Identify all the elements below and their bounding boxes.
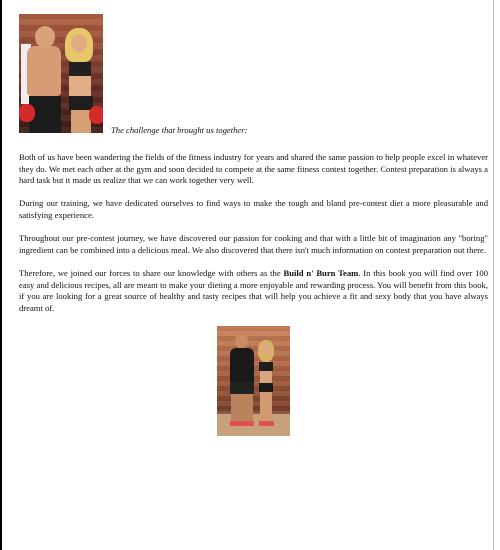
paragraph-1: Both of us have been wandering the fields of the fitness industry for years and shared the same passion to help people excel in whatever they do. We met each other at the gym and soon decided to compete at the same fitness contest together. Contest preparation is always a hard task but it made us realize that we can work together very well. bbox=[19, 152, 488, 186]
body-text bbox=[19, 152, 488, 314]
page-left-border bbox=[0, 0, 2, 550]
team-name: Build n' Burn Team bbox=[283, 267, 359, 278]
couple-gym-photo bbox=[217, 326, 290, 436]
document-page bbox=[19, 14, 488, 438]
footer-image-row bbox=[19, 326, 488, 438]
couple-boxing-photo bbox=[19, 14, 103, 133]
paragraph-4: Therefore, we joined our forces to share our knowledge with others as the Build n' Burn Team. In this book you will find over 100 easy and delicious recipes, all are meant to make your dieting a more enjoyable and rewarding process. You will benefit from this book, if you are looking for a great source of healthy and tasty recipes that will help you achieve a fit and sexy body that you have always dreamt of. bbox=[19, 267, 488, 313]
image-caption: The challenge that brought us together: bbox=[111, 125, 248, 135]
paragraph-3: Throughout our pre-contest journey, we have discovered our passion for cooking and that with a little bit of imagination any "boring" ingredient can be combined into a delicious meal. We also discovered that there isn't much information on contest preparation out there. bbox=[19, 233, 488, 255]
page-right-border bbox=[493, 0, 494, 550]
boxing-glove-icon bbox=[19, 104, 35, 122]
header-image-row bbox=[19, 14, 488, 134]
paragraph-2: During our training, we have dedicated ourselves to find ways to make the tough and bland pre-contest diet a more pleasurable and satisfying experience. bbox=[19, 198, 488, 220]
boxing-glove-icon bbox=[89, 106, 103, 124]
